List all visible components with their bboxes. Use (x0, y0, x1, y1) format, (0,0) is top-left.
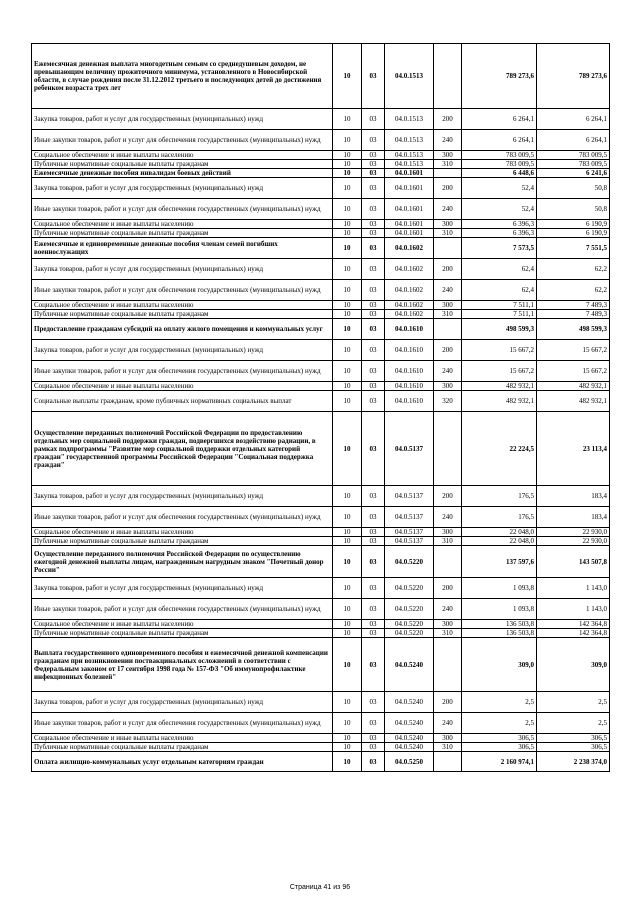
amount-year-1: 6 396,3 (462, 229, 537, 238)
table-row (32, 229, 610, 238)
section-code: 10 (333, 44, 362, 109)
amount-year-1: 6 264,1 (462, 130, 537, 151)
section-code: 10 (333, 578, 362, 599)
section-code: 10 (333, 310, 362, 319)
table-row (32, 280, 610, 301)
section-code: 10 (333, 629, 362, 638)
amount-year-1: 482 932,1 (462, 391, 537, 412)
amount-year-2: 50,8 (537, 199, 610, 220)
subsection-code: 03 (362, 692, 385, 713)
amount-year-1: 6 264,1 (462, 109, 537, 130)
section-code: 10 (333, 151, 362, 160)
section-code: 10 (333, 229, 362, 238)
amount-year-1: 1 093,8 (462, 599, 537, 620)
row-name: Социальное обеспечение и иные выплаты населению (32, 620, 333, 629)
target-article-code: 04.0.5137 (385, 507, 434, 528)
subsection-code: 03 (362, 713, 385, 734)
row-name: Ежемесячные денежные пособия инвалидам боевых действий (32, 169, 333, 178)
target-article-code: 04.0.1602 (385, 310, 434, 319)
row-name: Ежемесячная денежная выплата многодетным семьям со среднедушевым доходом, не превышающим величину прожиточного минимума, установленного в Новосибирской области, в случае рождения после 31.12.2012 третьего и последующих детей до достижения ребенком возраста трех лет (32, 44, 333, 109)
amount-year-2: 482 932,1 (537, 382, 610, 391)
row-name: Публичные нормативные социальные выплаты гражданам (32, 310, 333, 319)
target-article-code: 04.0.1602 (385, 238, 434, 259)
amount-year-2: 6 190,9 (537, 220, 610, 229)
amount-year-2: 22 930,0 (537, 537, 610, 546)
section-code: 10 (333, 743, 362, 752)
budget-table (31, 43, 610, 772)
expense-type-code: 240 (434, 713, 462, 734)
amount-year-1: 7 511,1 (462, 310, 537, 319)
amount-year-2: 22 930,0 (537, 528, 610, 537)
amount-year-2: 482 932,1 (537, 391, 610, 412)
amount-year-1: 52,4 (462, 178, 537, 199)
expense-type-code: 310 (434, 537, 462, 546)
section-code: 10 (333, 280, 362, 301)
amount-year-2: 306,5 (537, 734, 610, 743)
row-name: Закупка товаров, работ и услуг для государственных (муниципальных) нужд (32, 109, 333, 130)
target-article-code: 04.0.5220 (385, 578, 434, 599)
target-article-code: 04.0.5240 (385, 743, 434, 752)
subsection-code: 03 (362, 629, 385, 638)
target-article-code: 04.0.1601 (385, 229, 434, 238)
subsection-code: 03 (362, 130, 385, 151)
subsection-code: 03 (362, 599, 385, 620)
target-article-code: 04.0.5220 (385, 599, 434, 620)
table-row (32, 301, 610, 310)
expense-type-code: 200 (434, 340, 462, 361)
expense-type-code: 310 (434, 229, 462, 238)
expense-type-code (434, 238, 462, 259)
table-row (32, 151, 610, 160)
row-name: Оплата жилищно-коммунальных услуг отдельным категориям граждан (32, 752, 333, 772)
section-code: 10 (333, 178, 362, 199)
section-code: 10 (333, 319, 362, 340)
row-name: Публичные нормативные социальные выплаты гражданам (32, 229, 333, 238)
table-row (32, 220, 610, 229)
table-row (32, 199, 610, 220)
row-name: Закупка товаров, работ и услуг для государственных (муниципальных) нужд (32, 578, 333, 599)
section-code: 10 (333, 259, 362, 280)
row-name: Выплата государственного единовременного пособия и ежемесячной денежной компенсации гражданам при возникновении поствакцинальных осложнений в соответствии с Федеральным законом от 17 сентября 1998 года № 157-ФЗ "Об иммунопрофилактике инфекционных болезней" (32, 638, 333, 692)
table-row (32, 734, 610, 743)
row-name: Социальное обеспечение и иные выплаты населению (32, 734, 333, 743)
subsection-code: 03 (362, 340, 385, 361)
expense-type-code: 200 (434, 692, 462, 713)
amount-year-2: 143 507,8 (537, 546, 610, 578)
section-code: 10 (333, 507, 362, 528)
expense-type-code: 240 (434, 130, 462, 151)
amount-year-1: 136 503,8 (462, 620, 537, 629)
expense-type-code: 200 (434, 486, 462, 507)
subsection-code: 03 (362, 199, 385, 220)
table-row (32, 310, 610, 319)
amount-year-1: 306,5 (462, 734, 537, 743)
amount-year-2: 2 238 374,0 (537, 752, 610, 772)
expense-type-code: 200 (434, 578, 462, 599)
amount-year-2: 1 143,0 (537, 599, 610, 620)
target-article-code: 04.0.5240 (385, 734, 434, 743)
amount-year-2: 783 009,5 (537, 151, 610, 160)
expense-type-code: 240 (434, 361, 462, 382)
table-row (32, 178, 610, 199)
row-name: Публичные нормативные социальные выплаты гражданам (32, 743, 333, 752)
expense-type-code: 300 (434, 151, 462, 160)
section-code: 10 (333, 130, 362, 151)
section-code: 10 (333, 382, 362, 391)
row-name: Закупка товаров, работ и услуг для государственных (муниципальных) нужд (32, 340, 333, 361)
table-row (32, 44, 610, 109)
table-row (32, 546, 610, 578)
target-article-code: 04.0.1610 (385, 391, 434, 412)
section-code: 10 (333, 199, 362, 220)
section-code: 10 (333, 361, 362, 382)
target-article-code: 04.0.1610 (385, 361, 434, 382)
target-article-code: 04.0.5137 (385, 528, 434, 537)
expense-type-code: 300 (434, 734, 462, 743)
amount-year-2: 6 190,9 (537, 229, 610, 238)
amount-year-1: 309,0 (462, 638, 537, 692)
subsection-code: 03 (362, 507, 385, 528)
subsection-code: 03 (362, 528, 385, 537)
target-article-code: 04.0.1601 (385, 178, 434, 199)
row-name: Социальное обеспечение и иные выплаты населению (32, 301, 333, 310)
expense-type-code: 300 (434, 301, 462, 310)
amount-year-1: 783 009,5 (462, 151, 537, 160)
table-row (32, 412, 610, 486)
subsection-code: 03 (362, 238, 385, 259)
expense-type-code: 200 (434, 259, 462, 280)
target-article-code: 04.0.1602 (385, 259, 434, 280)
target-article-code: 04.0.1513 (385, 151, 434, 160)
target-article-code: 04.0.5240 (385, 713, 434, 734)
table-row (32, 486, 610, 507)
target-article-code: 04.0.5240 (385, 638, 434, 692)
table-row (32, 169, 610, 178)
expense-type-code: 240 (434, 199, 462, 220)
table-row (32, 109, 610, 130)
table-row (32, 507, 610, 528)
section-code: 10 (333, 692, 362, 713)
row-name: Публичные нормативные социальные выплаты гражданам (32, 537, 333, 546)
row-name: Иные закупки товаров, работ и услуг для обеспечения государственных (муниципальных) нужд (32, 280, 333, 301)
amount-year-1: 62,4 (462, 259, 537, 280)
expense-type-code (434, 319, 462, 340)
amount-year-2: 183,4 (537, 486, 610, 507)
row-name: Публичные нормативные социальные выплаты гражданам (32, 629, 333, 638)
section-code: 10 (333, 528, 362, 537)
subsection-code: 03 (362, 280, 385, 301)
target-article-code: 04.0.1513 (385, 109, 434, 130)
target-article-code: 04.0.1610 (385, 382, 434, 391)
amount-year-2: 183,4 (537, 507, 610, 528)
amount-year-1: 2 160 974,1 (462, 752, 537, 772)
amount-year-2: 2,5 (537, 692, 610, 713)
target-article-code: 04.0.5240 (385, 692, 434, 713)
row-name: Иные закупки товаров, работ и услуг для обеспечения государственных (муниципальных) нужд (32, 199, 333, 220)
expense-type-code: 310 (434, 629, 462, 638)
table-row (32, 361, 610, 382)
expense-type-code: 300 (434, 528, 462, 537)
target-article-code: 04.0.5220 (385, 620, 434, 629)
amount-year-2: 7 551,5 (537, 238, 610, 259)
expense-type-code: 300 (434, 220, 462, 229)
row-name: Осуществление переданных полномочий Российской Федерации по предоставлению отдельных мер социальной поддержки граждан, подвергшихся воздействию радиации, в рамках подпрограммы "Развитие мер социальной поддержки отдельных категорий граждан" государственной программы Российской Федерации "Социальная поддержка граждан" (32, 412, 333, 486)
amount-year-2: 789 273,6 (537, 44, 610, 109)
row-name: Ежемесячные и единовременные денежные пособия членам семей погибших военнослужащих (32, 238, 333, 259)
section-code: 10 (333, 412, 362, 486)
amount-year-1: 1 093,8 (462, 578, 537, 599)
amount-year-2: 783 009,5 (537, 160, 610, 169)
target-article-code: 04.0.1513 (385, 44, 434, 109)
target-article-code: 04.0.1610 (385, 340, 434, 361)
amount-year-1: 482 932,1 (462, 382, 537, 391)
subsection-code: 03 (362, 319, 385, 340)
expense-type-code: 240 (434, 507, 462, 528)
amount-year-1: 498 599,3 (462, 319, 537, 340)
subsection-code: 03 (362, 537, 385, 546)
amount-year-1: 7 573,5 (462, 238, 537, 259)
table-row (32, 340, 610, 361)
subsection-code: 03 (362, 44, 385, 109)
amount-year-2: 1 143,0 (537, 578, 610, 599)
table-row (32, 620, 610, 629)
amount-year-2: 50,8 (537, 178, 610, 199)
amount-year-1: 6 448,6 (462, 169, 537, 178)
expense-type-code: 300 (434, 382, 462, 391)
subsection-code: 03 (362, 310, 385, 319)
section-code: 10 (333, 238, 362, 259)
subsection-code: 03 (362, 578, 385, 599)
amount-year-1: 137 597,6 (462, 546, 537, 578)
amount-year-1: 15 667,2 (462, 361, 537, 382)
row-name: Закупка товаров, работ и услуг для государственных (муниципальных) нужд (32, 692, 333, 713)
subsection-code: 03 (362, 391, 385, 412)
amount-year-1: 2,5 (462, 713, 537, 734)
amount-year-2: 6 241,6 (537, 169, 610, 178)
expense-type-code: 320 (434, 391, 462, 412)
section-code: 10 (333, 599, 362, 620)
row-name: Социальное обеспечение и иные выплаты населению (32, 528, 333, 537)
subsection-code: 03 (362, 752, 385, 772)
page-number: Страница 41 из 96 (289, 884, 351, 891)
row-name: Иные закупки товаров, работ и услуг для обеспечения государственных (муниципальных) нужд (32, 599, 333, 620)
target-article-code: 04.0.1513 (385, 160, 434, 169)
expense-type-code (434, 752, 462, 772)
section-code: 10 (333, 109, 362, 130)
target-article-code: 04.0.1602 (385, 280, 434, 301)
target-article-code: 04.0.5220 (385, 546, 434, 578)
amount-year-2: 498 599,3 (537, 319, 610, 340)
target-article-code: 04.0.5137 (385, 486, 434, 507)
row-name: Осуществление переданного полномочия Российской Федерации по осуществлению ежегодной денежной выплаты лицам, награжденным нагрудным знаком "Почетный донор России" (32, 546, 333, 578)
amount-year-2: 7 489,3 (537, 310, 610, 319)
target-article-code: 04.0.5220 (385, 629, 434, 638)
table-row (32, 578, 610, 599)
section-code: 10 (333, 546, 362, 578)
expense-type-code (434, 169, 462, 178)
amount-year-1: 6 396,3 (462, 220, 537, 229)
subsection-code: 03 (362, 160, 385, 169)
table-row (32, 319, 610, 340)
amount-year-1: 22 048,0 (462, 537, 537, 546)
subsection-code: 03 (362, 382, 385, 391)
subsection-code: 03 (362, 178, 385, 199)
section-code: 10 (333, 734, 362, 743)
amount-year-2: 6 264,1 (537, 130, 610, 151)
target-article-code: 04.0.1610 (385, 319, 434, 340)
amount-year-2: 142 364,8 (537, 620, 610, 629)
expense-type-code (434, 546, 462, 578)
table-row (32, 599, 610, 620)
target-article-code: 04.0.1602 (385, 301, 434, 310)
amount-year-1: 136 503,8 (462, 629, 537, 638)
subsection-code: 03 (362, 734, 385, 743)
amount-year-2: 2,5 (537, 713, 610, 734)
expense-type-code (434, 44, 462, 109)
table-row (32, 692, 610, 713)
amount-year-1: 783 009,5 (462, 160, 537, 169)
row-name: Иные закупки товаров, работ и услуг для обеспечения государственных (муниципальных) нужд (32, 130, 333, 151)
section-code: 10 (333, 486, 362, 507)
target-article-code: 04.0.1601 (385, 220, 434, 229)
subsection-code: 03 (362, 486, 385, 507)
table-row (32, 238, 610, 259)
row-name: Закупка товаров, работ и услуг для государственных (муниципальных) нужд (32, 259, 333, 280)
subsection-code: 03 (362, 151, 385, 160)
expense-type-code (434, 638, 462, 692)
section-code: 10 (333, 391, 362, 412)
row-name: Публичные нормативные социальные выплаты гражданам (32, 160, 333, 169)
subsection-code: 03 (362, 620, 385, 629)
amount-year-2: 7 489,3 (537, 301, 610, 310)
target-article-code: 04.0.5137 (385, 412, 434, 486)
amount-year-2: 309,0 (537, 638, 610, 692)
table-row (32, 160, 610, 169)
subsection-code: 03 (362, 301, 385, 310)
expense-type-code (434, 412, 462, 486)
amount-year-1: 22 224,5 (462, 412, 537, 486)
target-article-code: 04.0.1601 (385, 199, 434, 220)
table-row (32, 259, 610, 280)
target-article-code: 04.0.1513 (385, 130, 434, 151)
section-code: 10 (333, 160, 362, 169)
row-name: Социальное обеспечение и иные выплаты населению (32, 220, 333, 229)
expense-type-code: 310 (434, 743, 462, 752)
section-code: 10 (333, 169, 362, 178)
row-name: Предоставление гражданам субсидий на оплату жилого помещения и коммунальных услуг (32, 319, 333, 340)
expense-type-code: 200 (434, 109, 462, 130)
amount-year-1: 15 667,2 (462, 340, 537, 361)
table-row (32, 629, 610, 638)
table-row (32, 130, 610, 151)
subsection-code: 03 (362, 169, 385, 178)
table-row (32, 382, 610, 391)
section-code: 10 (333, 752, 362, 772)
table-row (32, 391, 610, 412)
amount-year-2: 62,2 (537, 259, 610, 280)
amount-year-1: 22 048,0 (462, 528, 537, 537)
section-code: 10 (333, 713, 362, 734)
row-name: Социальное обеспечение и иные выплаты населению (32, 151, 333, 160)
subsection-code: 03 (362, 229, 385, 238)
target-article-code: 04.0.5250 (385, 752, 434, 772)
amount-year-2: 15 667,2 (537, 361, 610, 382)
table-row (32, 528, 610, 537)
expense-type-code: 240 (434, 280, 462, 301)
section-code: 10 (333, 638, 362, 692)
row-name: Закупка товаров, работ и услуг для государственных (муниципальных) нужд (32, 486, 333, 507)
amount-year-1: 7 511,1 (462, 301, 537, 310)
section-code: 10 (333, 220, 362, 229)
expense-type-code: 240 (434, 599, 462, 620)
amount-year-2: 62,2 (537, 280, 610, 301)
table-row (32, 713, 610, 734)
expense-type-code: 300 (434, 620, 462, 629)
expense-type-code: 310 (434, 310, 462, 319)
subsection-code: 03 (362, 109, 385, 130)
amount-year-2: 306,5 (537, 743, 610, 752)
amount-year-2: 15 667,2 (537, 340, 610, 361)
amount-year-1: 176,5 (462, 507, 537, 528)
section-code: 10 (333, 537, 362, 546)
subsection-code: 03 (362, 220, 385, 229)
target-article-code: 04.0.5137 (385, 537, 434, 546)
amount-year-2: 6 264,1 (537, 109, 610, 130)
row-name: Иные закупки товаров, работ и услуг для обеспечения государственных (муниципальных) нужд (32, 507, 333, 528)
amount-year-1: 62,4 (462, 280, 537, 301)
amount-year-2: 23 113,4 (537, 412, 610, 486)
amount-year-2: 142 364,8 (537, 629, 610, 638)
subsection-code: 03 (362, 743, 385, 752)
section-code: 10 (333, 620, 362, 629)
row-name: Иные закупки товаров, работ и услуг для обеспечения государственных (муниципальных) нужд (32, 361, 333, 382)
target-article-code: 04.0.1601 (385, 169, 434, 178)
table-row (32, 743, 610, 752)
row-name: Иные закупки товаров, работ и услуг для обеспечения государственных (муниципальных) нужд (32, 713, 333, 734)
expense-type-code: 310 (434, 160, 462, 169)
expense-type-code: 200 (434, 178, 462, 199)
row-name: Закупка товаров, работ и услуг для государственных (муниципальных) нужд (32, 178, 333, 199)
row-name: Социальное обеспечение и иные выплаты населению (32, 382, 333, 391)
amount-year-1: 52,4 (462, 199, 537, 220)
amount-year-1: 789 273,6 (462, 44, 537, 109)
subsection-code: 03 (362, 638, 385, 692)
table-row (32, 638, 610, 692)
table-row (32, 537, 610, 546)
row-name: Социальные выплаты гражданам, кроме публичных нормативных социальных выплат (32, 391, 333, 412)
table-body (32, 44, 610, 772)
subsection-code: 03 (362, 361, 385, 382)
subsection-code: 03 (362, 546, 385, 578)
subsection-code: 03 (362, 259, 385, 280)
subsection-code: 03 (362, 412, 385, 486)
amount-year-1: 306,5 (462, 743, 537, 752)
section-code: 10 (333, 340, 362, 361)
table-row (32, 752, 610, 772)
amount-year-1: 176,5 (462, 486, 537, 507)
amount-year-1: 2,5 (462, 692, 537, 713)
section-code: 10 (333, 301, 362, 310)
